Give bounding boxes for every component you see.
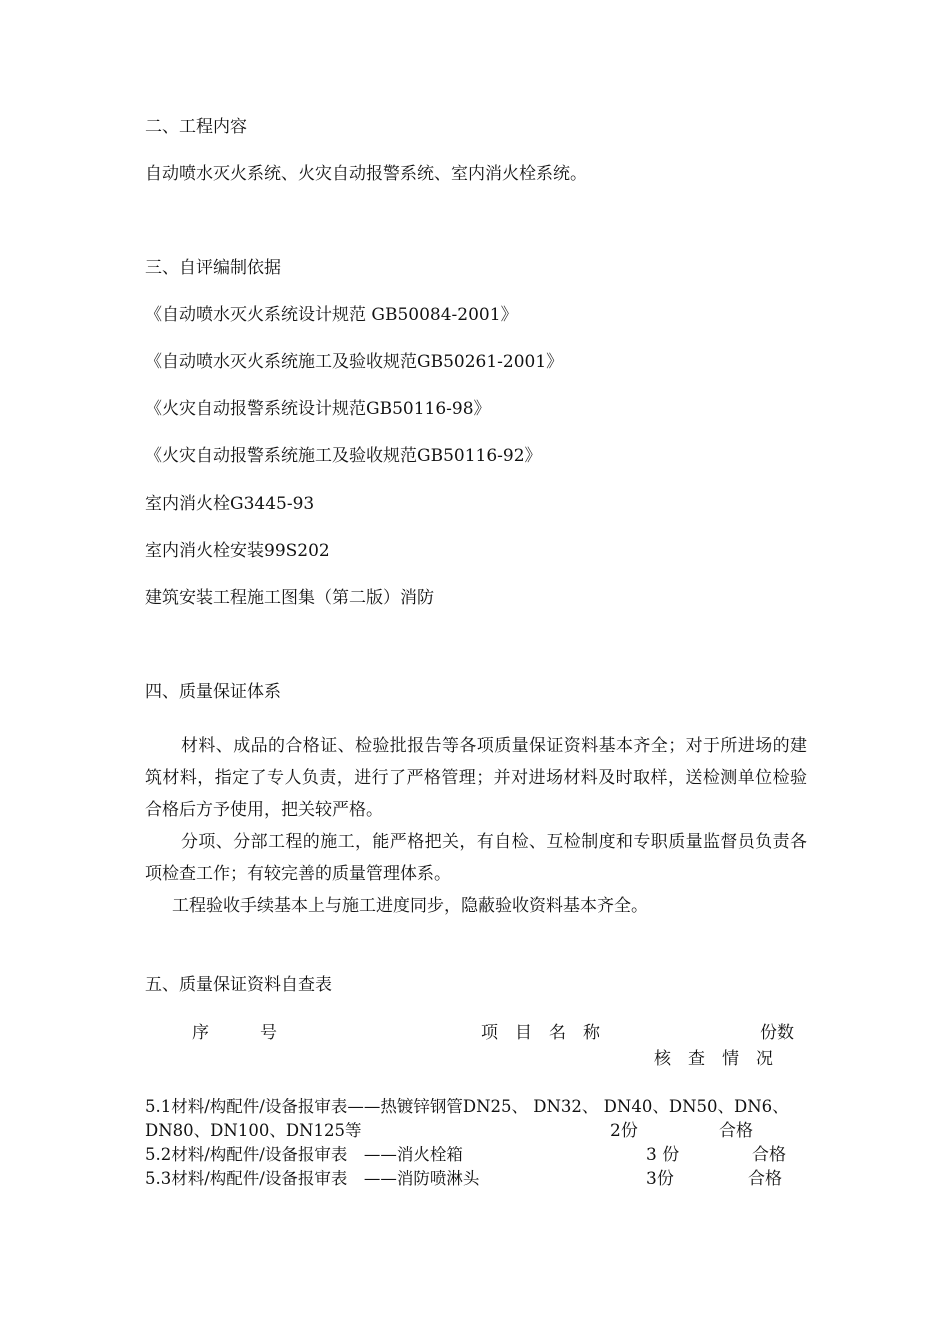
row-item-text: 5.2材料/构配件/设备报审表 ——消火栓箱 [145,1145,463,1164]
section-heading-checklist: 五、质量保证资料自查表 [145,975,332,995]
basis-item: 《自动喷水灭火系统施工及验收规范GB50261-2001》 [145,352,564,372]
basis-item: 室内消火栓G3445-93 [145,494,315,514]
basis-item: 《自动喷水灭火系统设计规范 GB50084-2001》 [145,305,518,325]
basis-item: 建筑安装工程施工图集（第二版）消防 [145,588,434,608]
section-heading-quality: 四、质量保证体系 [145,682,281,702]
quality-paragraph: 分项、分部工程的施工，能严格把关，有自检、互检制度和专职质量监督员负责各项检查工作；有较完善的质量管理体系。 [145,832,807,884]
content-text: 自动喷水灭火系统、火灾自动报警系统、室内消火栓系统。 [145,164,587,184]
basis-item: 《火灾自动报警系统施工及验收规范GB50116-92》 [145,446,542,466]
quality-paragraph: 工程验收手续基本上与施工进度同步，隐蔽验收资料基本齐全。 [172,896,648,916]
row-status: 合格 [748,1169,782,1189]
row-status: 合格 [752,1145,786,1165]
col-header-name: 项 目 名 称 [481,1023,600,1043]
col-header-count: 份数 [760,1023,794,1043]
basis-item: 《火灾自动报警系统设计规范GB50116-98》 [145,399,491,419]
row-status: 合格 [719,1121,753,1141]
quality-paragraph: 材料、成品的合格证、检验批报告等各项质量保证资料基本齐全；对于所进场的建筑材料，指定了专人负责，进行了严格管理；并对进场材料及时取样，送检测单位检验合格后方予使用，把关较严格。 [145,736,807,820]
row-item-text: 5.1材料/构配件/设备报审表——热镀锌钢管DN25、 DN32、 DN40、DN50、DN6、 [145,1097,789,1116]
row-item-text: 5.3材料/构配件/设备报审表 ——消防喷淋头 [145,1169,480,1188]
col-header-seq: 序 号 [192,1023,277,1043]
row-count: 3 份 [646,1145,680,1165]
section-heading-basis: 三、自评编制依据 [145,258,281,278]
row-count: 3份 [646,1169,674,1189]
basis-item: 室内消火栓安装99S202 [145,541,330,561]
row-item-text-cont: DN80、DN100、DN125等 [145,1121,362,1140]
col-header-check: 核 查 情 况 [654,1049,773,1069]
section-heading-content: 二、工程内容 [145,117,247,137]
row-count: 2份 [610,1121,638,1141]
